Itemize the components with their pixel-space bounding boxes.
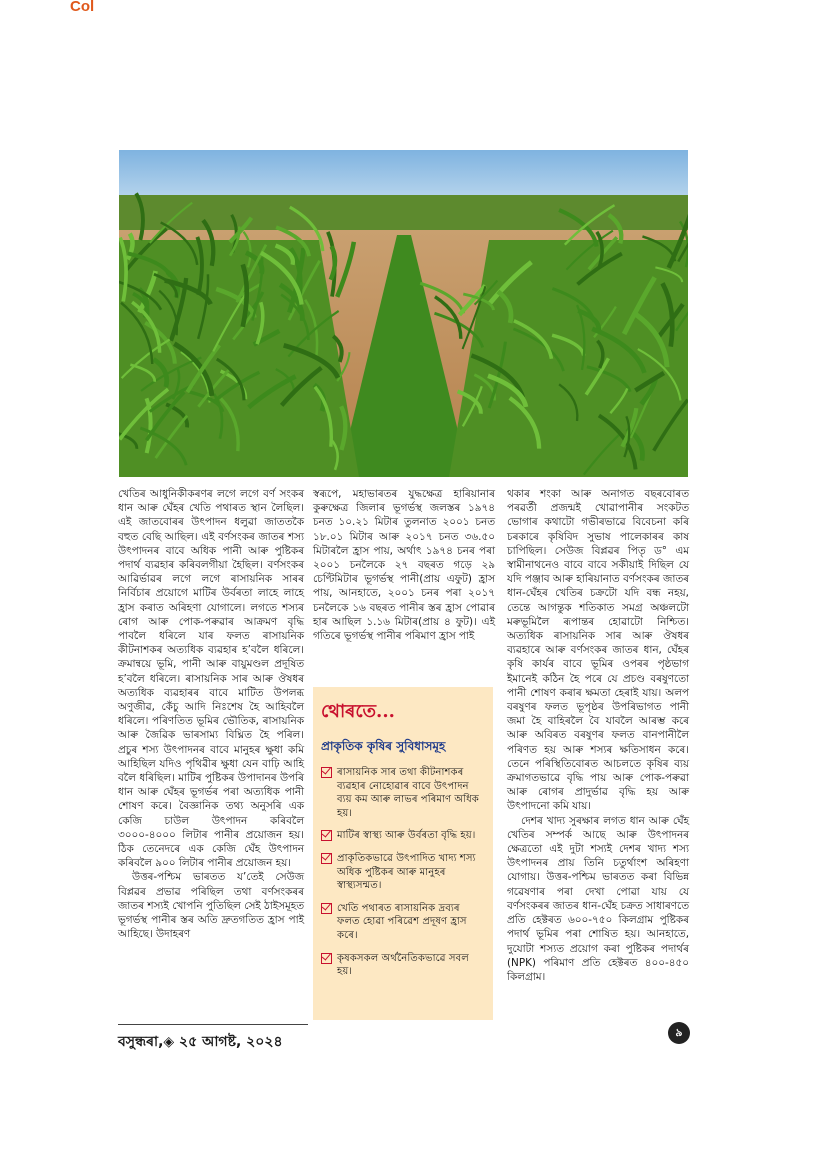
- maize-field-photo: [119, 150, 688, 477]
- article-column-2: [313, 487, 495, 643]
- footer-issue-date: বসুন্ধৰা,◈ ২৫ আগষ্ট, ২০২৪: [118, 1034, 283, 1050]
- list-item: [321, 852, 485, 893]
- article-column-1: [118, 487, 304, 942]
- list-item-text: খেতি পথাৰত ৰাসায়নিক দ্ৰব্যৰ ফলত হোৱা পৰিৱেশ প্ৰদূষণ হ্ৰাস কৰে।: [337, 902, 467, 941]
- summary-subtitle: প্ৰাকৃতিক কৃষিৰ সুবিধাসমূহ: [321, 739, 446, 753]
- list-item: [321, 829, 485, 843]
- checkbox-icon: [321, 903, 332, 914]
- paragraph: থকাৰ শংকা আৰু অনাগত বছৰবোৰত পৰৱৰ্তী প্ৰজন্মই খোৱাপানীৰ সংকটত ভোগাৰ কথাটো গভীৰভাৱে বিবেচনা কৰি চৰকাৰে কৃষিবিদ সুভাষ পালেকাৰৰ কাষ চাপিছিল। সেউজ বিপ্লৱৰ পিতৃ ড° এম স্বামীনাথনেও বাবে বাবে সকীয়াই দিছিল যে যদি পঞ্জাব আৰু হাৰিয়ানাত বৰ্ণসংকৰ জাতৰ ধান-ঘেঁহৰ খেতিৰ চক্ৰটো যদি বন্ধ নহয়, তেন্তে আগন্তুক শতিকাত সমগ্ৰ অঞ্চলটো মৰুভূমিলৈ ৰূপান্তৰ হোৱাটো নিশ্চিত। অত্যধিক ৰাসায়নিক সাৰ আৰু ঔষধৰ ব্যৱহাৰে আৰু বৰ্ণসংকৰ জাতৰ ধান, ঘেঁহৰ কৃষি কাৰ্যৰ বাবে ভূমিৰ ওপৰৰ পৃষ্ঠভাগ ইমানেই কঠিন হৈ পৰে যে প্ৰচণ্ড বৰষুণতো পানী শোষণ কৰাৰ ক্ষমতা হেৰাই যায়। অলপ বৰষুণৰ ফলত ভূপৃষ্ঠৰ উপৰিভাগত পানী জমা হৈ বাহিৰলৈ বৈ যাবলৈ আৰম্ভ কৰে আৰু অবিৰত বৰষুণৰ ফলত বানপানীলৈ পৰিণত হয় আৰু শস্যৰ ক্ষতিসাধন কৰে। তেনে পৰিস্থিতিবোৰত আচলতে কৃষিৰ ব্যয় ক্ৰমাগতভাৱে বৃদ্ধি পায় আৰু পোক-পৰুৱা আৰু ৰোগৰ প্ৰাদুৰ্ভাৱ বৃদ্ধি হয় আৰু উৎপাদনো কমি যায়।: [507, 488, 689, 813]
- paragraph: দেশৰ খাদ্য সুৰক্ষাৰ লগত ধান আৰু ঘেঁহ খেতিৰ সম্পৰ্ক আছে আৰু উৎপাদনৰ ক্ষেত্ৰতো এই দুটা শস্যই দেশৰ খাদ্য শস্য উৎপাদনৰ প্ৰায় তিনি চতুৰ্থাংশ অৰিহণা যোগায়। উত্তৰ-পশ্চিম ভাৰতত কৰা বিভিন্ন গৱেষণাৰ পৰা দেখা পোৱা যায় যে বৰ্ণসংকৰৰ জাতৰ ধান-ঘেঁহ চক্ৰত সাধাৰণতে প্ৰতি হেক্টৰত ৬০০-৭৫০ কিলগ্ৰাম পুষ্টিকৰ পদাৰ্থ ভূমিৰ পৰা শোষিত হয়। আনহাতে, দুযোটা শস্যত প্ৰয়োগ কৰা পুষ্টিকৰ পদাৰ্থৰ (NPK) পৰিমাণ প্ৰতি হেক্টৰত ৪০০-৪৫০ কিলগ্ৰাম।: [507, 814, 689, 983]
- checkbox-icon: [321, 767, 332, 778]
- footer-divider: [118, 1024, 308, 1025]
- summary-title: থোৰতে...: [321, 701, 395, 722]
- summary-box: [313, 687, 493, 1020]
- article-column-3: [507, 487, 689, 984]
- list-item: [321, 902, 485, 943]
- list-item: [321, 952, 485, 979]
- corner-label: Col: [70, 0, 95, 15]
- list-item-text: প্ৰাকৃতিকভাৱে উৎপাদিত খাদ্য শস্য অধিক পুষ্টিকৰ আৰু মানুহৰ স্বাস্থ্যসন্মত।: [337, 852, 476, 892]
- checkbox-icon: [321, 853, 332, 864]
- list-item: [321, 766, 485, 820]
- list-item-text: কৃষকসকল অৰ্থনৈতিকভাৱে সবল হয়।: [337, 952, 469, 978]
- paragraph: খেতিৰ আধুনিকীকৰণৰ লগে লগে বৰ্ণ সংকৰ ধান আৰু ঘেঁহৰ খেতি পথাৰত স্থান লৈছিল। এই জাতবোৰৰ উৎপাদন ধলুৱা জাততকৈ বহুত বেছি আছিল। এই বৰ্ণসংকৰ জাতৰ শস্য উৎপাদনৰ বাবে অধিক পানী আৰু পুষ্টিকৰ পদাৰ্থ ব্যৱহাৰ কৰিবলগীয়া হৈছিল। বৰ্ণসংকৰ আৱিৰ্ভাৱৰ লগে লগে ৰাসায়নিক সাৰৰ নিৰ্বিচাৰ প্ৰয়োগে মাটিৰ উৰ্বৰতা লাহে লাহে হ্ৰাস কৰাত অৰিহণা যোগালে। লগতে শস্যৰ ৰোগ আৰু পোক-পৰুৱাৰ আক্ৰমণ বৃদ্ধি পাবলৈ ধৰিলে যাৰ ফলত ৰাসায়নিক কীটনাশকৰ অত্যধিক ব্যৱহাৰ হ’বলৈ ধৰিলে। ক্ৰমান্বয়ে ভূমি, পানী আৰু বায়ুমণ্ডল প্ৰদূষিত হ’বলৈ ধৰিলে। ৰাসায়নিক সাৰ আৰু ঔষধৰ অত্যধিক ব্যৱহাৰৰ বাবে মাটিত উপলব্ধ অণুজীৱ, কেঁচু আদি নিঃশেষ হৈ আহিবলৈ ধৰিলে। পৰিণতিত ভূমিৰ ভৌতিক, ৰাসায়নিক আৰু জৈৱিক ভাৰসাম্য বিঘ্নিত হৈ পৰিল। প্ৰচুৰ শস্য উৎপাদনৰ বাবে মানুহৰ ক্ষুধা কমি আহিছিল যদিও পৃথিৱীৰ ক্ষুধা যেন বাঢ়ি আহি বলৈ ধৰিছিল। মাটিৰ পুষ্টিকৰ উপাদানৰ উপৰি ধান আৰু ঘেঁহৰ ভূগৰ্ভৰ পৰা অত্যধিক পানী শোষণ কৰে। বৈজ্ঞানিক তথ্য অনুসৰি এক কেজি চাউল উৎপাদন কৰিবলৈ ৩০০০-৪০০০ লিটাৰ পানীৰ প্ৰয়োজন হয়। ঠিক তেনেদৰে এক কেজি ঘেঁহ উৎপাদন কৰিবলৈ ৯০০ লিটাৰ পানীৰ প্ৰয়োজন হয়।: [118, 488, 304, 870]
- benefits-list: [321, 766, 485, 979]
- paragraph: স্বৰূপে, মহাভাৰতৰ যুদ্ধক্ষেত্ৰ হাৰিয়ানাৰ কুৰুক্ষেত্ৰ জিলাৰ ভূগৰ্ভস্থ জলস্তৰ ১৯৭৪ চনত ১০.২১ মিটাৰ তুলনাত ২০০১ চনত ১৮.০১ মিটাৰ আৰু ২০১৭ চনত ৩৬.৫০ মিটাৰলৈ হ্ৰাস পায়, অৰ্থাৎ ১৯৭৪ চনৰ পৰা ২০০১ চনলৈকে ২৭ বছৰত গড়ে ২৯ চেণ্টিমিটাৰ ভূগৰ্ভস্থ পানী(প্ৰায় এফুট) হ্ৰাস পায়, আনহাতে, ২০০১ চনৰ পৰা ২০১৭ চনলৈকে ১৬ বছৰত পানীৰ স্তৰ হ্ৰাস পোৱাৰ হাৰ আছিল ১.১৬ মিটাৰ(প্ৰায় ৪ ফুট)। এই গতিৰে ভূগৰ্ভস্থ পানীৰ পৰিমাণ হ্ৰাস পাই: [313, 488, 495, 643]
- paragraph: উত্তৰ-পশ্চিম ভাৰতত য’তেই সেউজ বিপ্লৱৰ প্ৰভাৱ পৰিছিল তথা বৰ্ণসংকৰৰ জাতৰ শস্যই খোপনি পুতিছিল সেই ঠাইসমূহত ভূগৰ্ভস্থ পানীৰ স্তৰ অতি দ্ৰুতগতিত হ্ৰাস পাই আহিছে। উদাহৰণ: [118, 871, 304, 941]
- checkbox-icon: [321, 830, 332, 841]
- list-item-text: মাটিৰ স্বাস্থ্য আৰু উৰ্বৰতা বৃদ্ধি হয়।: [337, 830, 476, 842]
- list-item-text: ৰাসায়নিক সাৰ তথা কীটনাশকৰ ব্যৱহাৰ নোহোৱাৰ বাবে উৎপাদন ব্যয় কম আৰু লাভৰ পৰিমাণ অধিক হয়।: [337, 767, 479, 819]
- page-number: ৯: [668, 1022, 690, 1044]
- checkbox-icon: [321, 953, 332, 964]
